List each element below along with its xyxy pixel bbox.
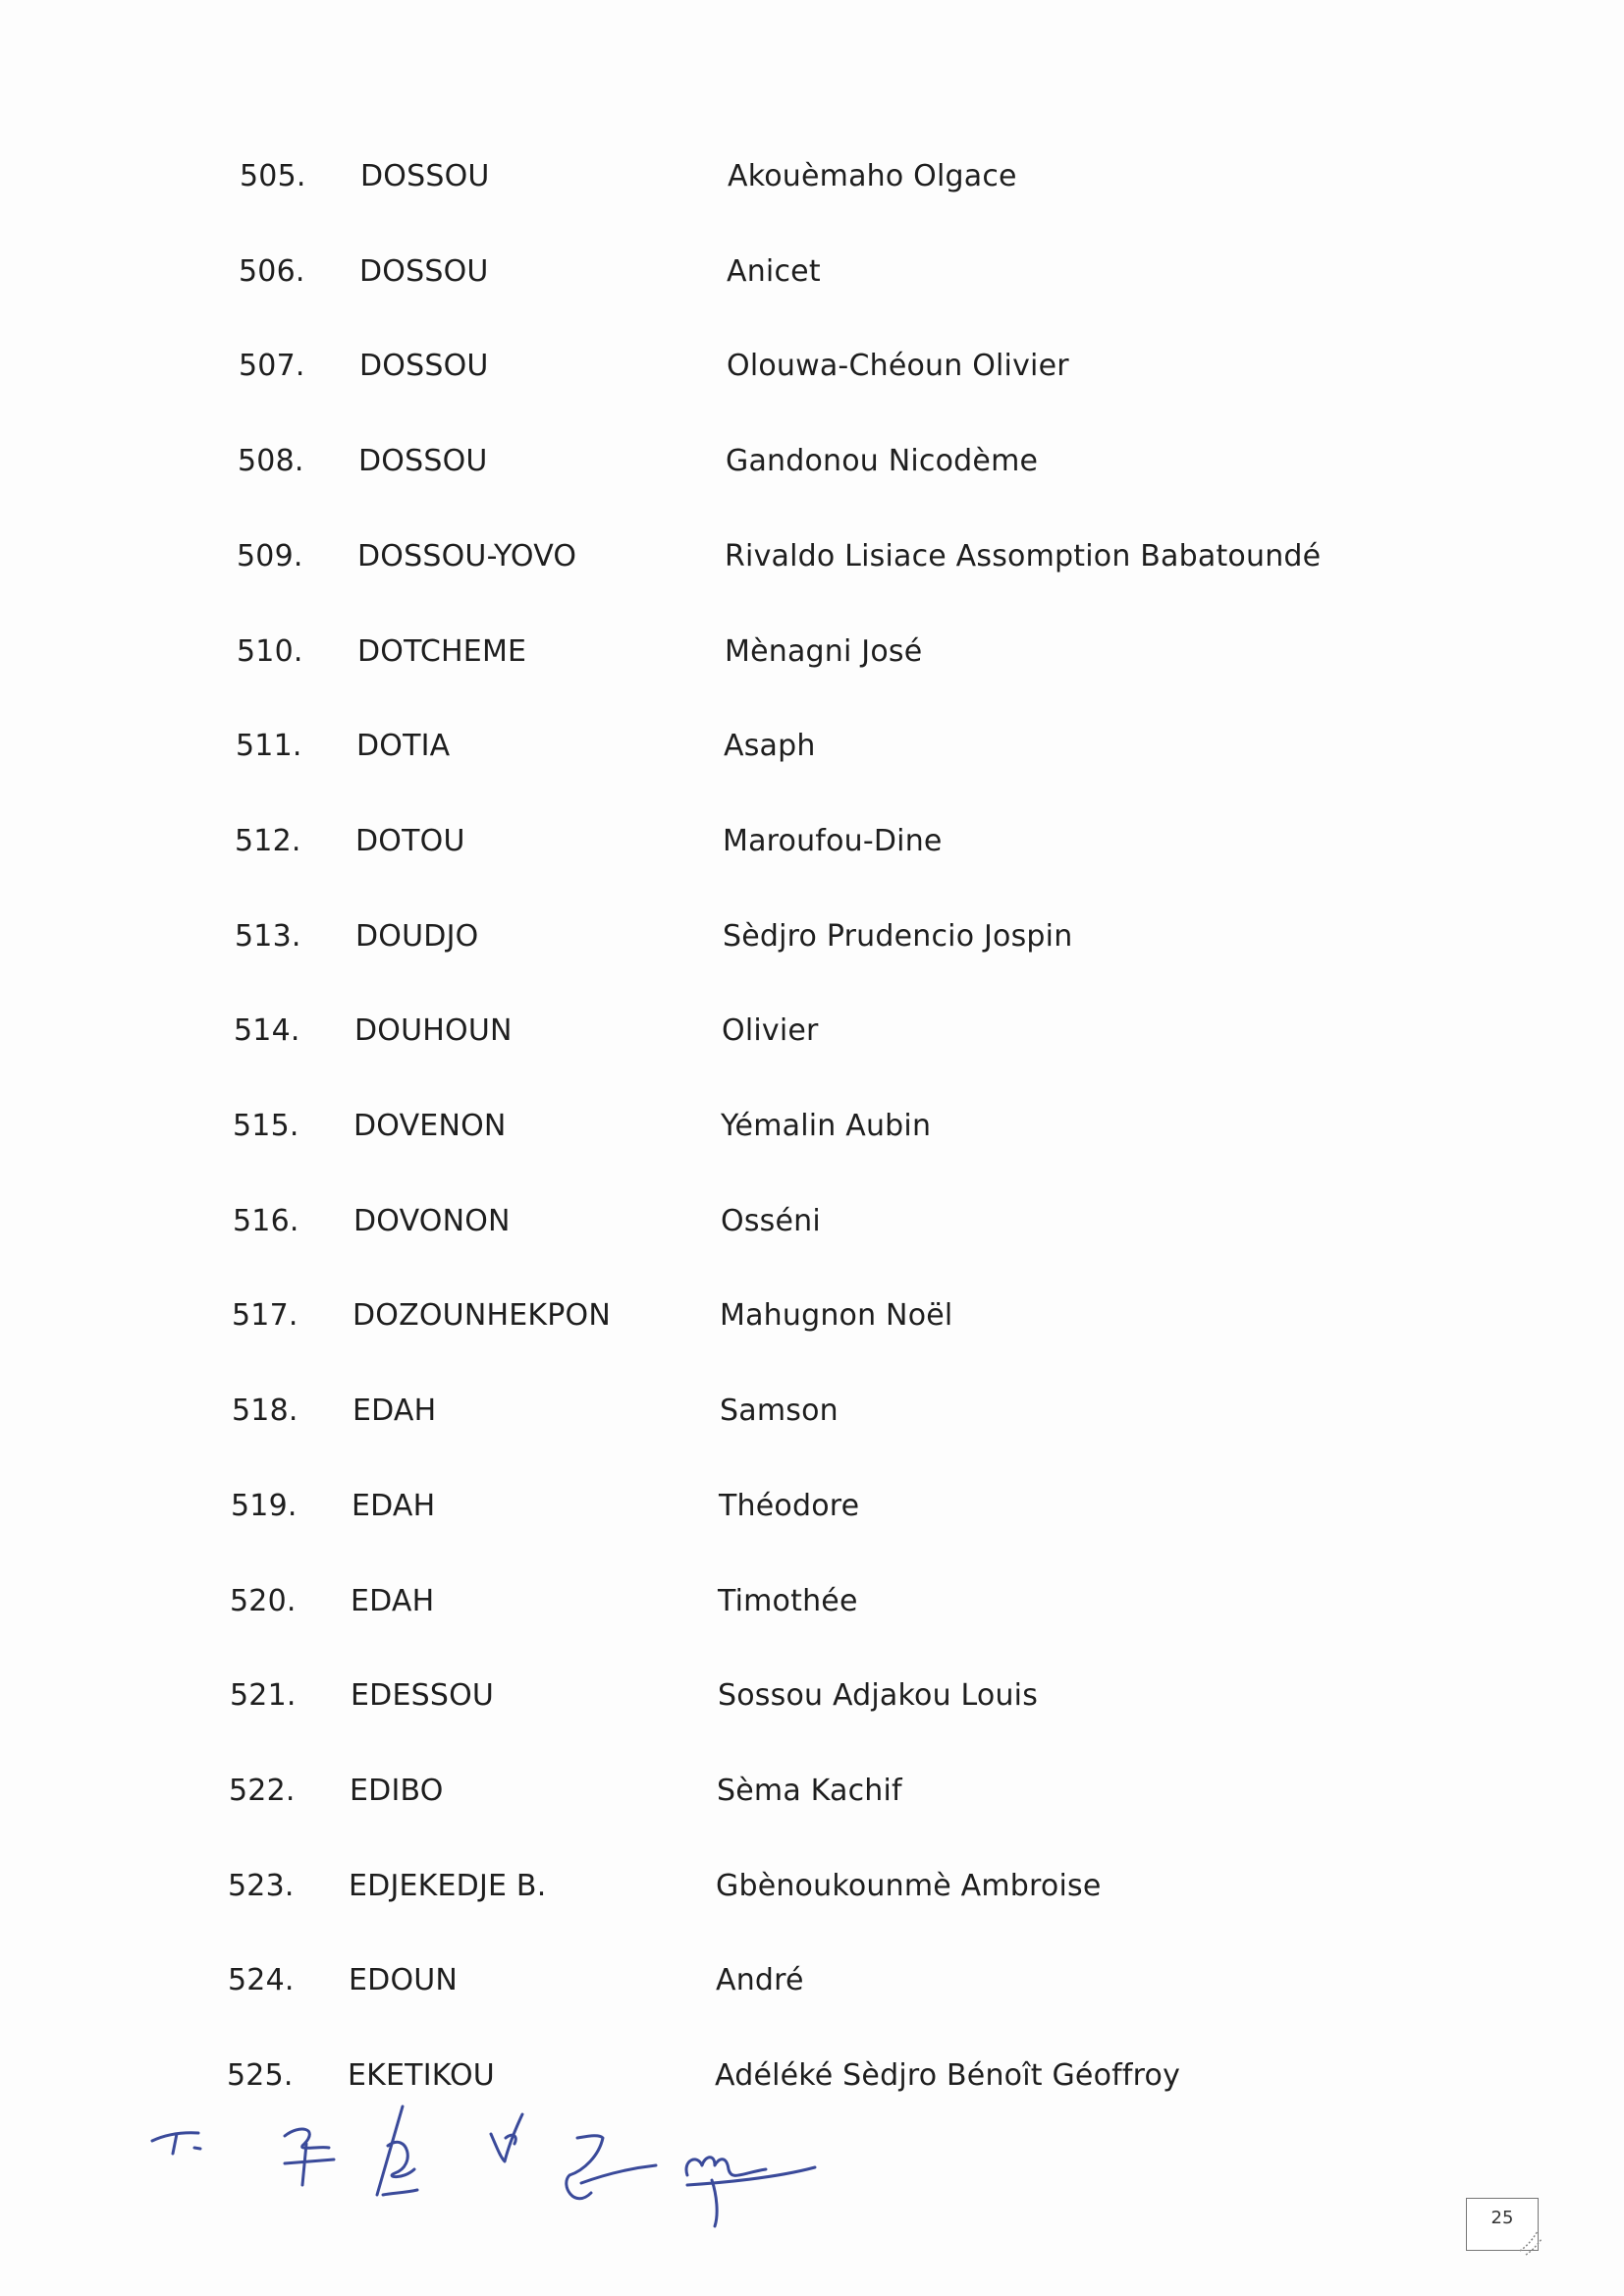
last-name: EKETIKOU [348,2058,495,2093]
first-name: Sèdjro Prudencio Jospin [723,918,1073,954]
list-item [0,243,1624,301]
list-item [0,907,1624,966]
first-name: Olivier [722,1013,819,1049]
first-name: Osséni [721,1203,821,1238]
handwritten-initials [137,2087,844,2234]
entry-number: 523. [228,1868,295,1903]
last-name: DOTOU [355,823,465,858]
list-item [0,1192,1624,1251]
list-item [0,527,1624,586]
list-item [0,1286,1624,1345]
entry-number: 519. [231,1488,298,1523]
last-name: EDAH [352,1394,437,1429]
list-item [0,337,1624,396]
first-name: Mènagni José [725,633,923,669]
list-item [0,812,1624,871]
entry-number: 510. [237,633,303,669]
first-name: Gandonou Nicodème [726,444,1039,479]
entry-number: 508. [238,444,304,479]
first-name: Sossou Adjakou Louis [718,1678,1039,1714]
entry-number: 525. [227,2058,294,2093]
first-name: Mahugnon Noël [720,1298,953,1334]
last-name: DOZOUNHEKPON [352,1298,612,1334]
last-name: EDAH [352,1488,436,1523]
initial-3 [377,2106,417,2195]
list-item [0,1762,1624,1821]
list-item [0,1477,1624,1536]
first-name: André [716,1963,804,1998]
list-item [0,623,1624,682]
first-name: Timothée [718,1583,858,1618]
last-name: EDOUN [349,1963,459,1998]
entry-number: 516. [233,1203,299,1238]
list-item [0,1951,1624,2010]
entry-number: 524. [228,1963,295,1998]
entry-number: 507. [239,349,305,384]
entry-number: 512. [235,823,301,858]
last-name: DOVENON [353,1109,507,1143]
last-name: EDESSOU [351,1678,495,1714]
initial-6 [686,2158,815,2226]
last-name: EDIBO [350,1773,444,1808]
list-item [0,1857,1624,1916]
entry-number: 522. [229,1773,296,1808]
list-item [0,1002,1624,1061]
initial-4 [491,2114,522,2161]
first-name: Olouwa-Chéoun Olivier [727,349,1069,384]
last-name: DOVONON [353,1203,511,1238]
first-name: Rivaldo Lisiace Assomption Babatoundé [725,538,1322,574]
first-name: Théodore [719,1488,860,1523]
last-name: DOUDJO [355,918,479,954]
first-name: Samson [720,1394,839,1429]
list-item [0,432,1624,491]
last-name: EDAH [351,1583,435,1618]
list-item [0,1667,1624,1725]
initial-1 [152,2133,200,2154]
last-name: DOSSOU [359,253,489,289]
entry-number: 518. [232,1394,298,1429]
first-name: Sèma Kachif [717,1773,902,1808]
entry-number: 514. [234,1013,300,1049]
first-name: Gbènoukounmè Ambroise [716,1868,1102,1903]
first-name: Yémalin Aubin [721,1109,932,1143]
last-name: DOTCHEME [357,633,527,669]
initial-5 [567,2136,656,2199]
entry-number: 521. [230,1678,297,1714]
entry-number: 509. [237,538,303,574]
last-name: DOSSOU-YOVO [357,538,577,574]
last-name: DOSSOU [359,349,489,384]
page-number: 25 [1490,2208,1514,2228]
last-name: DOUHOUN [354,1013,513,1049]
entry-number: 505. [240,159,306,193]
corner-mark-icon [1512,2221,1551,2261]
entry-number: 515. [233,1109,299,1143]
entry-number: 520. [230,1583,297,1618]
last-name: DOSSOU [360,159,490,193]
list-item [0,717,1624,776]
last-name: DOTIA [356,729,451,764]
first-name: Akouèmaho Olgace [728,159,1017,193]
last-name: EDJEKEDJE B. [349,1868,547,1903]
initial-2 [285,2129,334,2185]
last-name: DOSSOU [358,444,488,479]
entry-number: 511. [236,729,302,764]
list-item [0,1382,1624,1441]
list-item [0,147,1624,206]
first-name: Maroufou-Dine [723,823,943,858]
first-name: Asaph [724,729,816,764]
first-name: Anicet [727,253,821,289]
first-name: Adéléké Sèdjro Bénoît Géoffroy [715,2058,1181,2093]
entry-number: 506. [239,253,305,289]
entry-number: 513. [235,918,301,954]
list-item [0,1097,1624,1156]
entry-number: 517. [232,1298,298,1334]
list-item [0,1572,1624,1631]
